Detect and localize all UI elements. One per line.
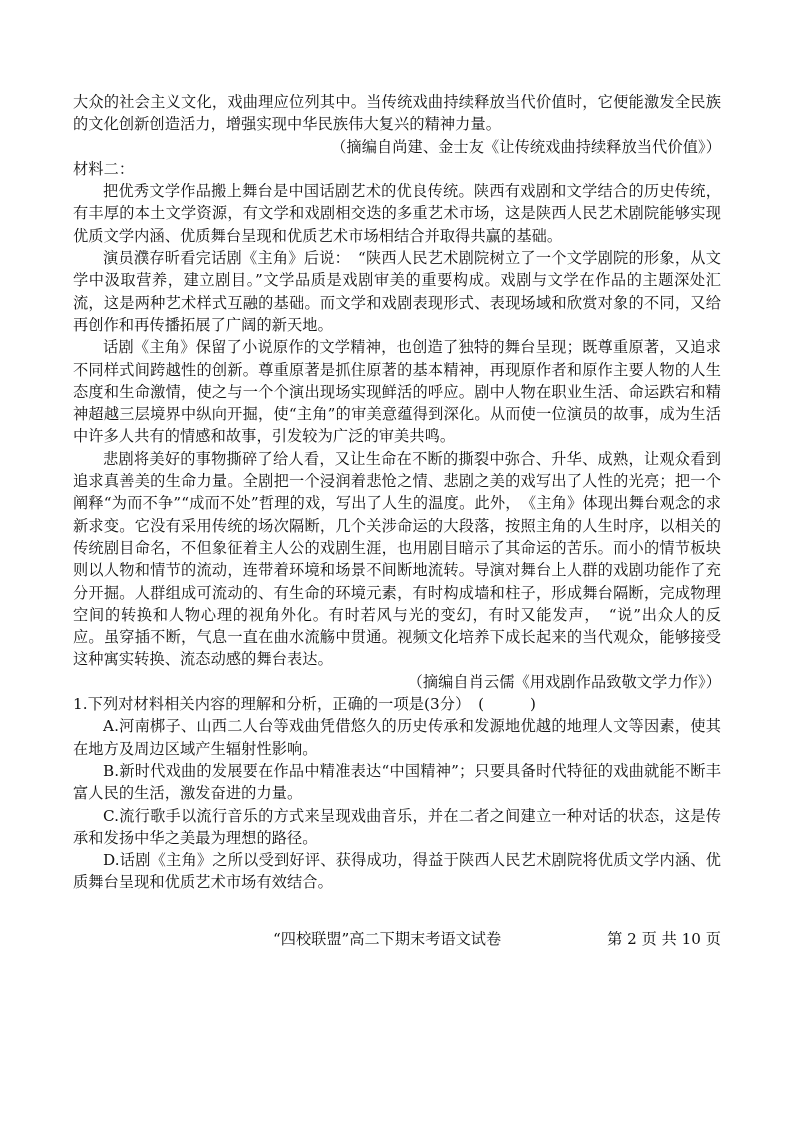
material1-source: （摘编自尚建、金士友《让传统戏曲持续释放当代价值》）	[331, 137, 721, 156]
exam-page-body	[73, 91, 721, 894]
material2-paragraph: 悲剧将美好的事物撕碎了给人看，又让生命在不断的撕裂中弥合、升华、成熟，让观众看到追求真善美的生命力量。全剧把一个浸润着悲怆之情、悲剧之美的戏写出了人性的光亮；把一个阐释“为而不争”“成而不处”哲理的戏，写出了人生的温度。此外， 《主角》体现出舞台观念的求新求变。它没有采用传统的场次隔断，几个关涉命运的大段落，按照主角的人生时序，以相关的传统剧目命名，不但象征着主人公的戏剧生涯，也用剧目暗示了其命运的苦乐。而小的情节板块则以人物和情节的流动，连带着环境和场景不间断地流转。导演对舞台上人群的戏剧功能作了充分开掘。人群组成可流动的、有生命的环境元素，有时构成墙和柱子，形成舞台隔断，完成物理空间的转换和人物心理的视角外化。有时若风与光的变幻，有时又能发声， “说”出众人的反应。虽穿插不断，气息一直在曲水流觞中贯通。视频文化培养下成长起来的当代观众，能够接受这种寓实转换、流态动感的舞台表达。	[73, 449, 721, 669]
question1-stem: 1.下列对材料相关内容的理解和分析，正确的一项是(3分） ( )	[73, 695, 536, 714]
material2-paragraph: 话剧《主角》保留了小说原作的文学精神，也创造了独特的舞台呈现；既尊重原著，又追求不同样式间跨越性的创新。尊重原著是抓住原著的基本精神，再现原作者和原作主要人物的人生态度和生命激情，使之与一个个演出现场实现鲜活的呼应。剧中人物在职业生活、命运跌宕和精神超越三层境界中纵向开掘，使“主角”的审美意蕴得到深化。从而使一位演员的故事，成为生活中许多人共有的情感和故事，引发较为广泛的审美共鸣。	[73, 338, 721, 446]
question1-option-a: A.河南梆子、山西二人台等戏曲凭借悠久的历史传承和发源地优越的地理人文等因素，使其在地方及周边区域产生辐射性影响。	[73, 717, 721, 758]
footer-exam-title: “四校联盟”高二下期末考语文试卷	[273, 930, 502, 948]
material1-tail-paragraph: 大众的社会主义文化，戏曲理应位列其中。当传统戏曲持续释放当代价值时，它便能激发全民族的文化创新创造活力，增强实现中华民族伟大复兴的精神力量。	[73, 93, 721, 134]
material2-paragraph: 把优秀文学作品搬上舞台是中国话剧艺术的优良传统。陕西有戏剧和文学结合的历史传统，有丰厚的本土文学资源，有文学和戏剧相交迭的多重艺术市场，这是陕西人民艺术剧院能够实现优质文学内涵、优质舞台呈现和优质艺术市场相结合并取得共赢的基础。	[73, 182, 721, 245]
material2-source: （摘编自肖云儒《用戏剧作品致敬文学力作》）	[407, 672, 721, 691]
question1-option-b: B.新时代戏曲的发展要在作品中精准表达“中国精神”；只要具备时代特征的戏曲就能不断丰富人民的生活，激发奋进的力量。	[73, 761, 721, 803]
footer-page-number: 第 2 页 共 10 页	[607, 930, 721, 948]
material2-heading: 材料二：	[73, 159, 135, 178]
material2-paragraph: 演员濮存昕看完话剧《主角》后说： “陕西人民艺术剧院树立了一个文学剧院的形象，从文学中汲取营养，建立剧目。”文学品质是戏剧审美的重要构成。戏剧与文学在作品的主题深处汇流，这是两种艺术样式互融的基础。而文学和戏剧表现形式、表现场域和欣赏对象的不同，又给再创作和再传播拓展了广阔的新天地。	[73, 249, 721, 334]
question1-option-d: D.话剧《主角》之所以受到好评、获得成功，得益于陕西人民艺术剧院将优质文学内涵、优质舞台呈现和优质艺术市场有效结合。	[73, 851, 721, 892]
question1-option-c: C.流行歌手以流行音乐的方式来呈现戏曲音乐，并在二者之间建立一种对话的状态，这是传承和发扬中华之美最为理想的路径。	[73, 806, 721, 847]
